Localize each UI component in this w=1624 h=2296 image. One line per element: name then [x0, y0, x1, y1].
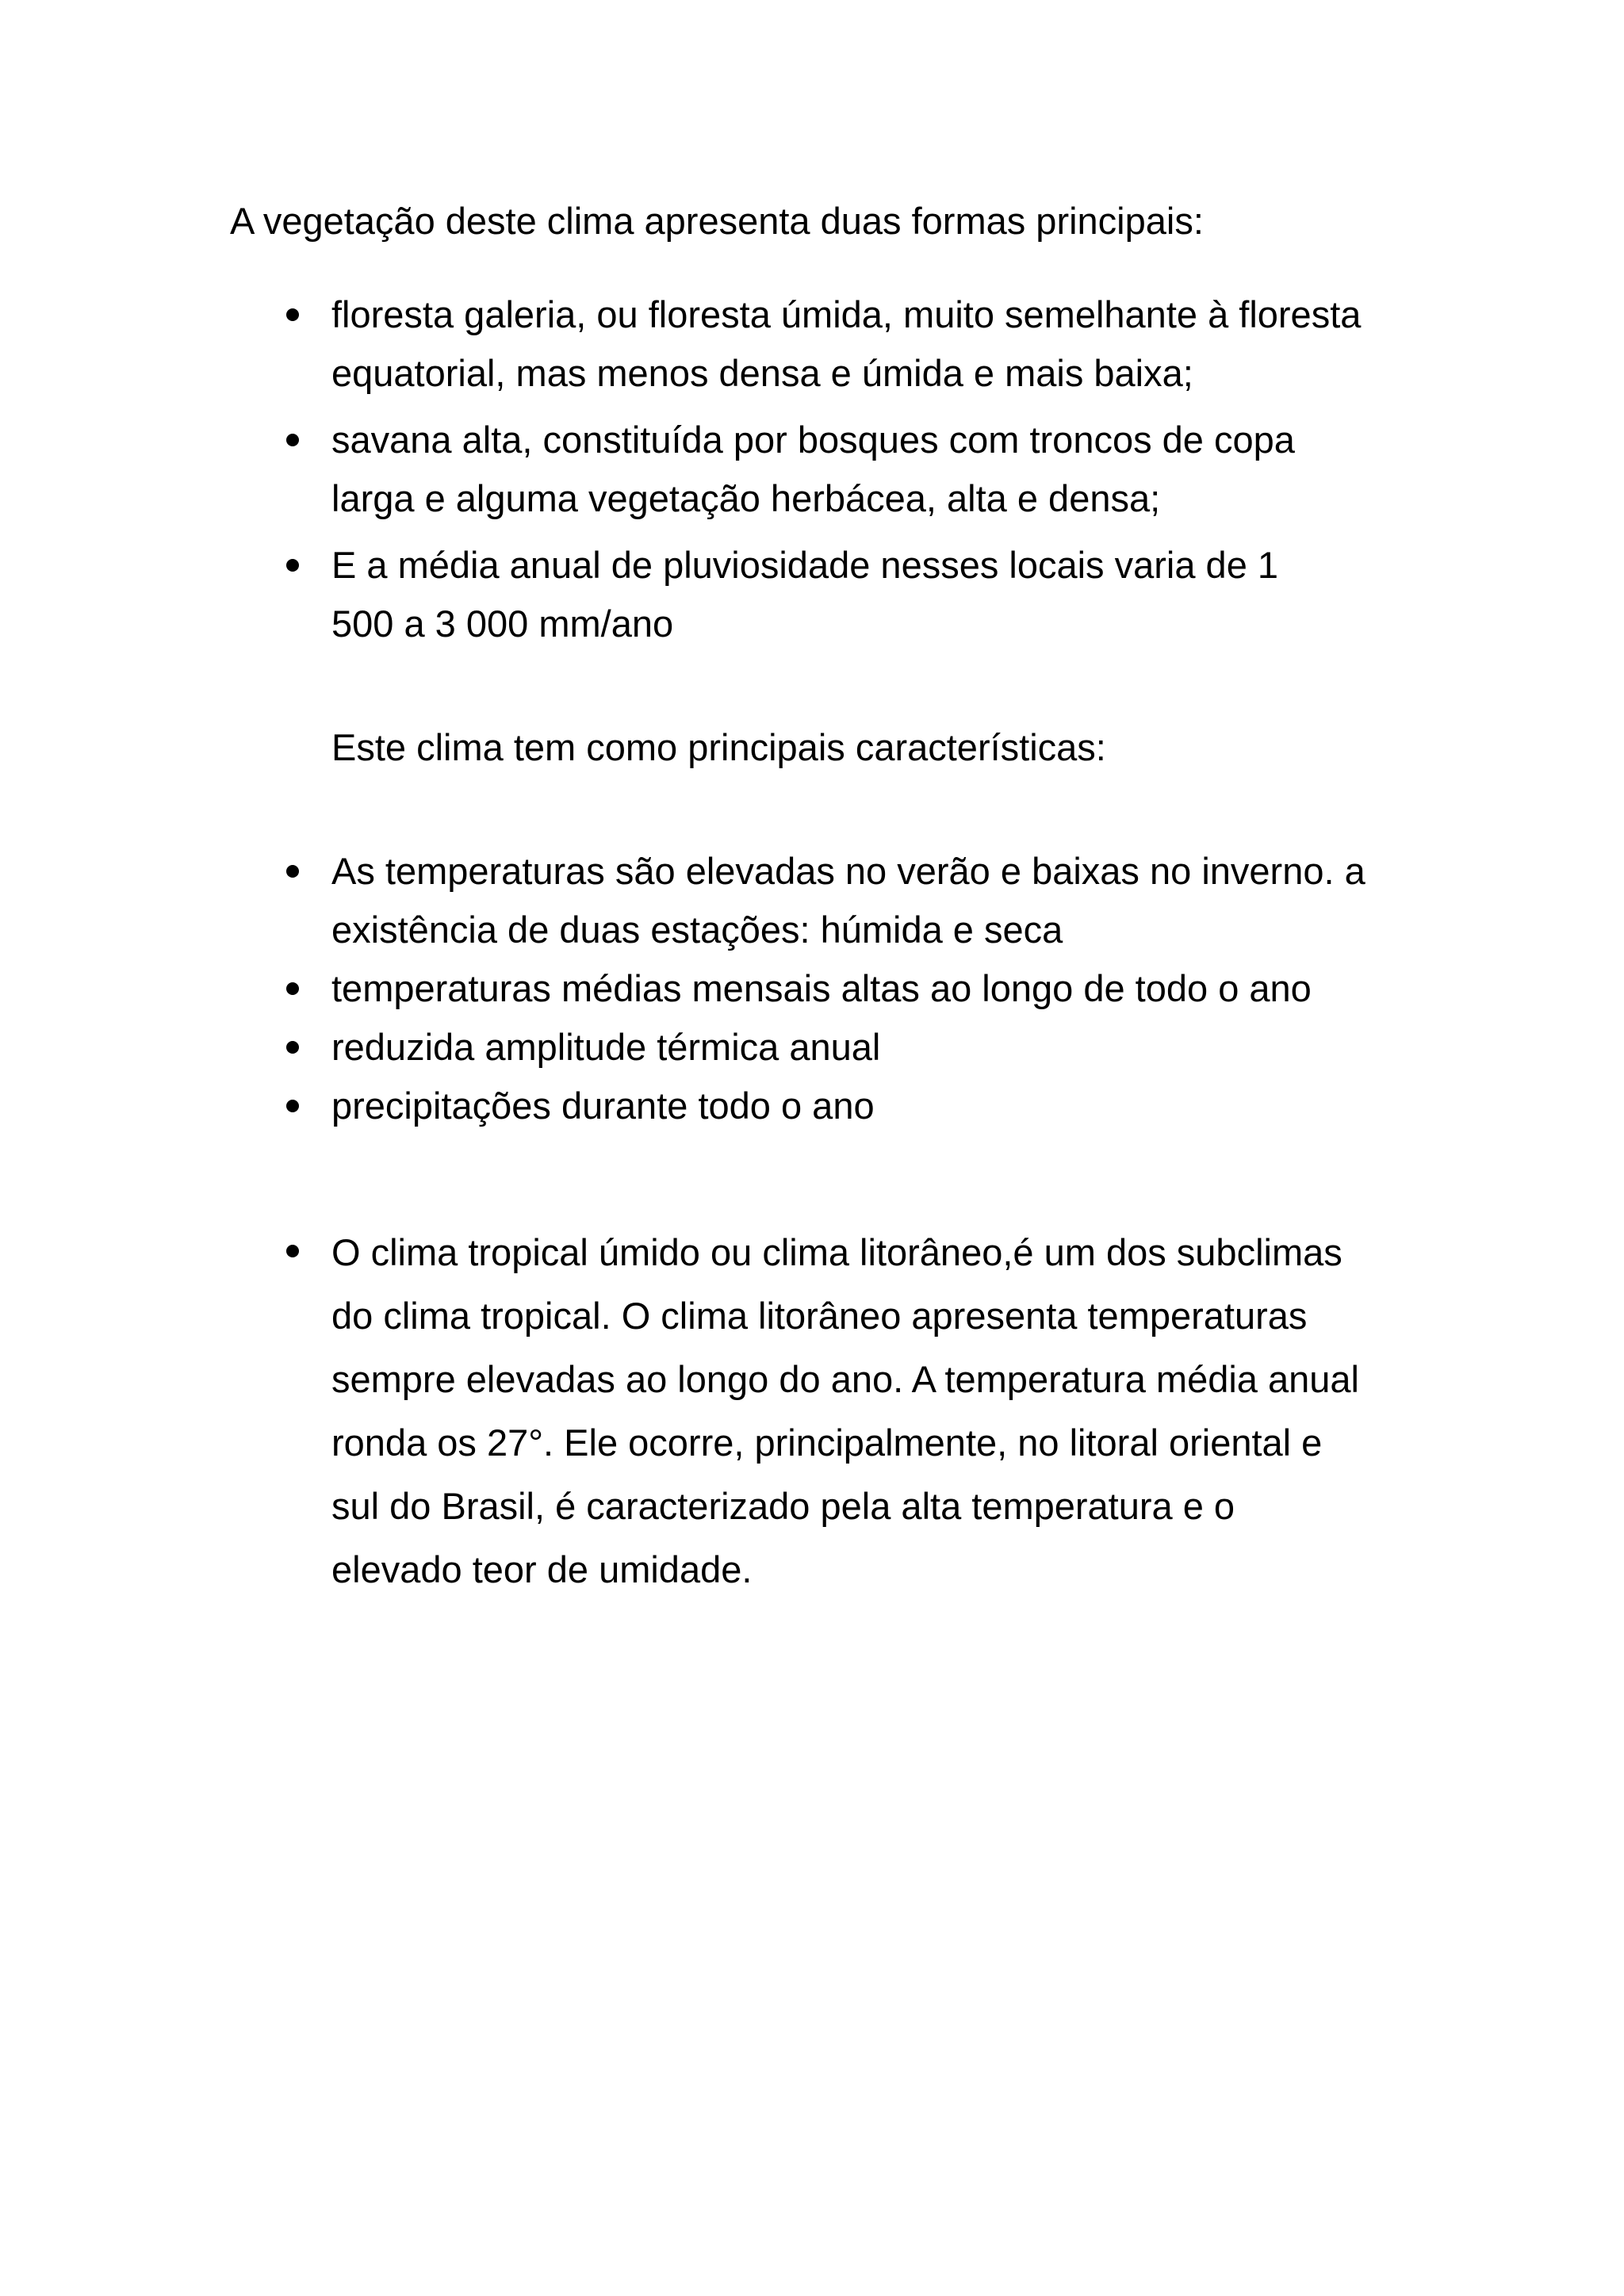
- list-item: [0, 1018, 1443, 1077]
- tropical-climate-list: [0, 1221, 1624, 1601]
- bullet-icon: [286, 1245, 299, 1257]
- list-item: [0, 536, 1443, 653]
- list-item-text: savana alta, constituída por bosques com troncos de copa larga e alguma vegetação herbácea, alta e densa;: [331, 419, 1295, 519]
- list-item-text: precipitações durante todo o ano: [331, 1085, 875, 1127]
- list-item-text: O clima tropical úmido ou clima litorâneo,é um dos subclimas do clima tropical. O clima litorâneo apresenta temperaturas sempre elevadas ao longo do ano. A temperatura média anual ronda os 27°. Ele ocorre, principalmente, no litoral oriental e sul do Brasil, é caracterizado pela alta temperatura e o elevado teor de umidade.: [331, 1231, 1359, 1590]
- bullet-icon: [286, 1100, 299, 1112]
- list-item: [0, 1221, 1364, 1601]
- list-item-text: floresta galeria, ou floresta úmida, muito semelhante à floresta equatorial, mas menos densa e úmida e mais baixa;: [331, 293, 1362, 394]
- characteristics-heading: Este clima tem como principais características:: [331, 726, 1106, 768]
- vegetation-list: [0, 285, 1624, 661]
- bullet-icon: [286, 982, 299, 995]
- list-item: [0, 1077, 1443, 1135]
- list-item-text: As temperaturas são elevadas no verão e baixas no inverno. a existência de duas estações: húmida e seca: [331, 850, 1365, 951]
- list-item-text: E a média anual de pluviosidade nesses locais varia de 1 500 a 3 000 mm/ano: [331, 544, 1279, 645]
- bullet-icon: [286, 559, 299, 572]
- bullet-icon: [286, 434, 299, 446]
- list-item-text: reduzida amplitude térmica anual: [331, 1026, 881, 1068]
- list-item: [0, 285, 1443, 403]
- intro-paragraph: A vegetação deste clima apresenta duas formas principais:: [230, 200, 1204, 242]
- bullet-icon: [286, 865, 299, 878]
- bullet-icon: [286, 308, 299, 321]
- characteristics-list: [0, 842, 1624, 1135]
- bullet-icon: [286, 1041, 299, 1054]
- list-item: [0, 411, 1443, 528]
- list-item: [0, 959, 1443, 1018]
- list-item-text: temperaturas médias mensais altas ao longo de todo o ano: [331, 967, 1312, 1009]
- list-item: [0, 842, 1443, 959]
